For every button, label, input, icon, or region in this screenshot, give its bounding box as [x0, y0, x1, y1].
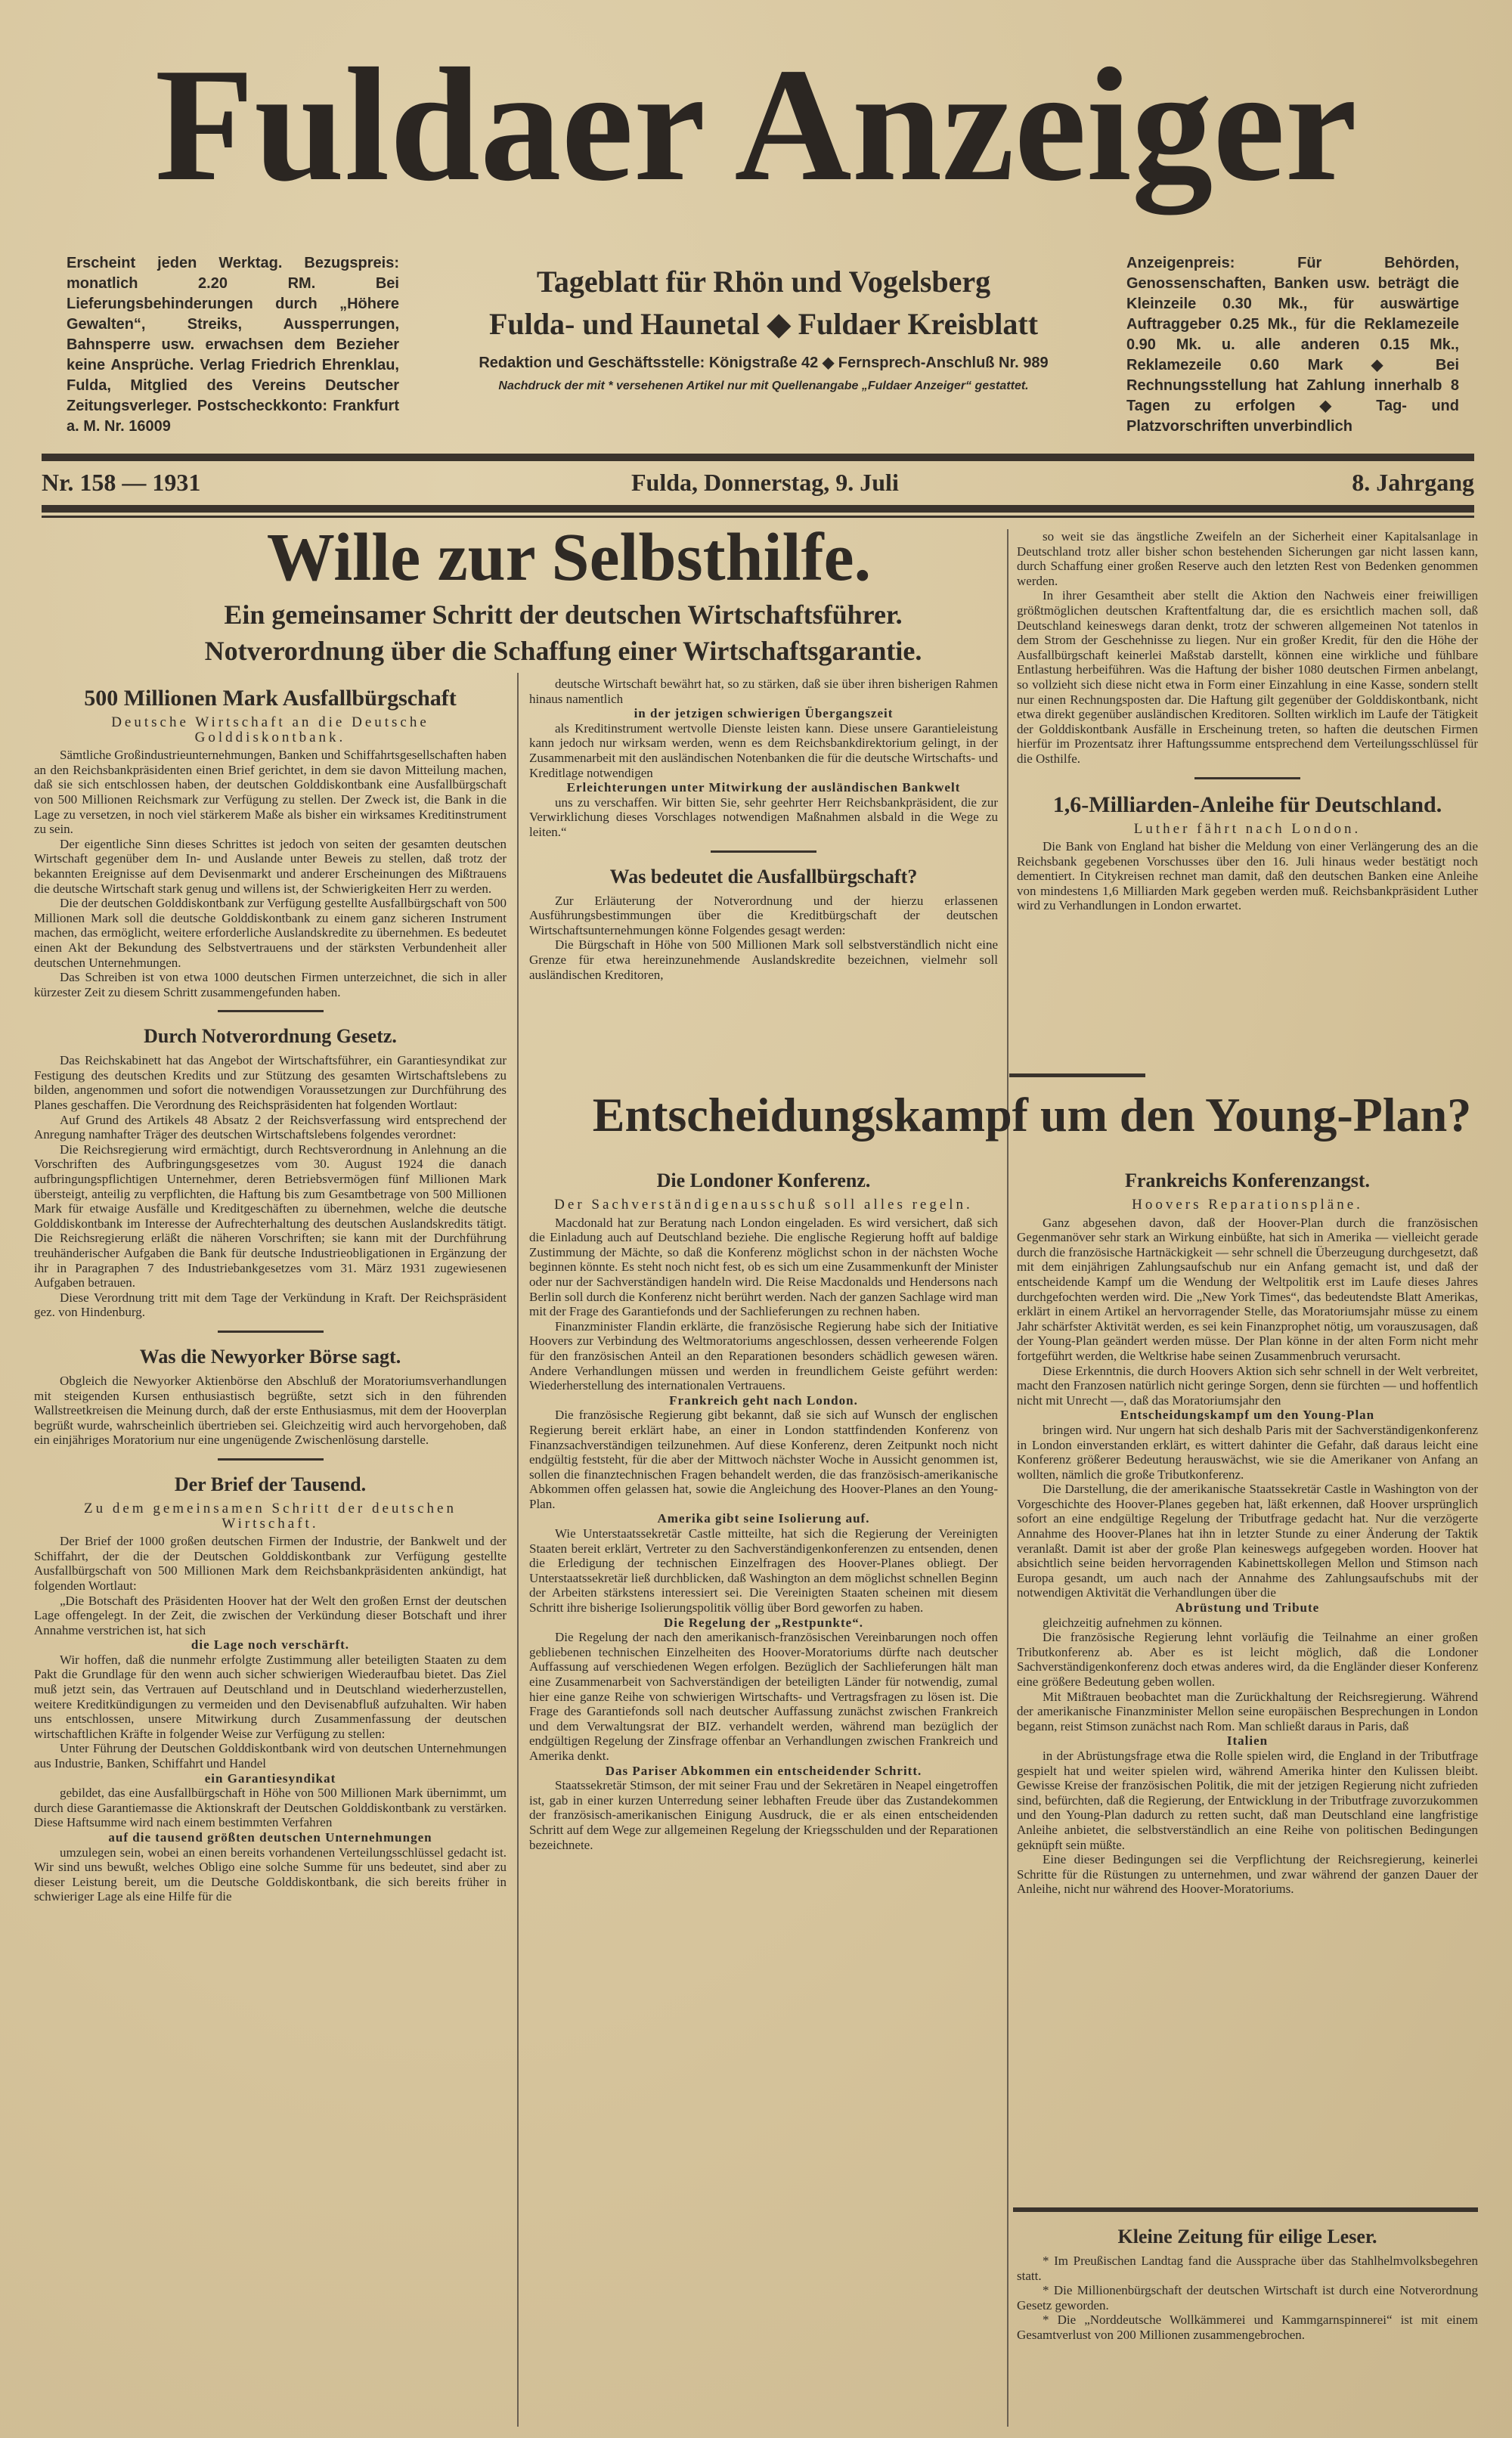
kleine-zeitung-title: Kleine Zeitung für eilige Leser.	[1117, 2226, 1377, 2247]
paragraph: Die Bürgschaft in Höhe von 500 Millionen Mark soll selbstverständlich nicht eine Grenze für etwa hereinzunehmende Auslandskredite bezeichnen, vielmehr soll ausländischen Kreditoren,	[529, 937, 998, 982]
paragraph: Die französische Regierung gibt bekannt, daß sie sich auf Wunsch der englischen Regierung bereit erklärt habe, an einer in London stattfindenden Konferenz von Finanzsachverständigen teilzunehmen. Auf diese Konferenz, deren Zeitpunkt noch nicht endgültig feststeht, für die aber der Mittwoch nächster Woche in Aussicht genommen ist, sollen die finanztechnischen Fragen behandelt werden, die das französisch-amerikanische Abkommen offen gelassen hat, sowie die Angleichung des Hoover-Planes an den Young-Plan.	[529, 1408, 998, 1511]
left-column	[34, 673, 507, 1904]
column-rule	[517, 673, 519, 2427]
header-center	[431, 261, 1096, 393]
paragraph: „Die Botschaft des Präsidenten Hoover hat der Welt den großen Ernst der deutschen Lage offengelegt. In der Zeit, die zwischen der Verkündung dieser Botschaft und ihrer Annahme verstrichen ist, hat sich	[34, 1593, 507, 1637]
paragraph: Auf Grund des Artikels 48 Absatz 2 der Reichsverfassung wird entsprechend der Anregung namhafter Träger des deutschen Wirtschaftslebens folgendes verordnet:	[34, 1112, 507, 1142]
paragraph: in der Abrüstungsfrage etwa die Rolle spielen wird, die England in der Tributfrage gespielt hat und weiter spielen wird, während Amerika hinter den Kulissen bleibt. Gewisse Kreise der französischen Politik, die mit der jetzigen Regierung nicht zufrieden sind, befürchten, daß die Regierung, der Entwicklung in der Tributfrage zuvorzukommen und den Young-Plan dadurch zu retten sucht, daß man Deutschland eine langfristige Anleihe anbietet, die selbstverständlich an eine Reihe von politischen Bedingungen geknüpft sein müßte.	[1017, 1748, 1478, 1852]
divider	[711, 850, 816, 853]
emphasized-line: auf die tausend größten deutschen Unternehmungen	[108, 1830, 432, 1845]
emphasized-line: ein Garantiesyndikat	[204, 1770, 336, 1786]
paragraph: Der Brief der 1000 großen deutschen Firmen der Industrie, der Bankwelt und der Schiffahrt, der die der Deutschen Golddiskontbank zur Verfügung gestellte Ausfallbürgschaft von 500 Millionen Mark dem Reichsbankpräsidenten ankündigt, hat folgenden Wortlaut:	[34, 1534, 507, 1593]
article-headline: 500 Millionen Mark Ausfallbürgschaft	[84, 686, 457, 711]
paragraph: Wie Unterstaatssekretär Castle mitteilte, hat sich die Regierung der Vereinigten Staaten bereit erklärt, Vertreter zu den Sachverständigenkonferenzen zu entsenden, denen die Erledigung der technischen Einzelfragen des Hoover-Planes obliegt. Der Unterstaatssekretär ließ durchblicken, daß Washington an dem möglichst schnellen Beginn der Arbeiten stärkstens interessiert sei. Die Vereinigten Staaten scheinen mit diesem Schritt ihre bisherige Isolierungspolitik völlig über Bord geworfen zu haben.	[529, 1526, 998, 1616]
masthead	[45, 15, 1467, 242]
tagline-secondary: Fulda- und Haunetal ◆ Fuldaer Kreisblatt	[488, 307, 1039, 341]
paragraph: Finanzminister Flandin erklärte, die französische Regierung habe sich der Initiative Hoovers zur Verbindung des Weltmoratoriums angeschlossen, dessen verheerende Folgen für den französischen Anteil an den Reparationen besonders schädlich gewesen wären. Andere Verhandlungen müssen und werden in freundlichem Geiste geführt werden: Wiederherstellung des internationalen Vertrauens.	[529, 1318, 998, 1393]
divider	[1013, 2207, 1478, 2212]
article-headline: Was bedeutet die Ausfallbürgschaft?	[609, 865, 918, 888]
emphasized-line: Entscheidungskampf um den Young-Plan	[1120, 1408, 1375, 1423]
article-subheadline: Zu dem gemeinsamen Schritt der deutschen Wirtschaft.	[84, 1500, 457, 1532]
article-headline: 1,6-Milliarden-Anleihe für Deutschland.	[1052, 791, 1442, 817]
paragraph: Der eigentliche Sinn dieses Schrittes ist jedoch von seiten der gesamten deutschen Wirtschaft gegenüber dem In- und Auslande unter Beweis zu stellen, daß trotz der bekannten Ereignisse auf dem Devisenmarkt und anderer Erscheinungen des Mißtrauens die deutsche Wirtschaft stark genug und willens ist, der Schwierigkeiten Herr zu werden.	[34, 836, 507, 896]
advertising-rates: Anzeigenpreis: Für Behörden, Genossenschaften, Banken usw. beträgt die Kleinzeile 0.30 Mk., für auswärtige Auftraggeber 0.25 Mk., für die Reklamezeile 0.90 Mk. u. alle anderen 0.15 Mk., Reklamezeile 0.60 Mark ◆ Bei Rechnungsstellung hat Zahlung innerhalb 8 Tagen zu erfolgen ◆ Tag- und Platzvorschriften unverbindlich	[1126, 255, 1459, 435]
paragraph: Macdonald hat zur Beratung nach London eingeladen. Es wird versichert, daß sich die Einladung auch auf Deutschland beziehe. Die englische Regierung hofft auf baldige Zustimmung der Mächte, so daß die Konferenz möglichst schon in der nächsten Woche beginnen könnte. Es steht noch nicht fest, ob es sich um eine Zusammenkunft der Minister oder nur der Sachverständigen handeln wird. Die Reise Macdonalds und Hendersons nach Berlin soll durch die Konferenz nicht berührt werden. Nach der ganzen Sachlage wird man mit der Frage des Garantiefonds und der Sachlieferungen zu rechnen haben.	[529, 1215, 998, 1319]
paragraph: Die Reichsregierung wird ermächtigt, durch Rechtsverordnung in Anlehnung an die Vorschriften des Aufbringungsgesetzes vom 30. August 1924 die danach aufbringungspflichtigen Unternehmer, deren Betriebsvermögen fünf Millionen Mark übersteigt, anteilig zu verpflichten, die Haftung bis zum Gesamtbetrage von 500 Millionen Mark für etwaige Ausfälle und Kreditgeschäften zu übernehmen, welche die deutsche Golddiskontbank im Interesse der Aufrechterhaltung des deutschen Auslandskredits tätigt. Die Reichsregierung erläßt die näheren Vorschriften; sie kann mit der Durchführung treuhänderischer Aufgaben die Bank für deutsche Industrieobligationen in Ergänzung der ihr in Paragraphen 7 des Industriebankgesetzes vom 31. März 1931 zugewiesenen Aufgaben betrauen.	[34, 1142, 507, 1290]
paragraph: Das Reichskabinett hat das Angebot der Wirtschaftsführer, ein Garantiesyndikat zur Festigung des deutschen Kredits und zur Stützung des gesamten Wirtschaftslebens zu bilden, angenommen und sofort die notwendigen Voraussetzungen zur Durchführung des Planes geschaffen. Die Verordnung des Reichspräsidenten hat folgenden Wortlaut:	[34, 1053, 507, 1113]
kleine-zeitung	[1017, 2219, 1478, 2343]
paragraph: Die Regelung der nach den amerikanisch-französischen Vereinbarungen noch offen gebliebenen technischen Einzelheiten des Hoover-Moratoriums dürfte nach deutscher Auffassung auf verschiedenen Wegen erfolgen. Bezüglich der Sachlieferungen hält man eine Zusammenarbeit von Sachverständigen der beteiligten Länder für notwendig, zumal hier eine ganze Reihe von schwierigen Wirtschafts- und Vertragsfragen zu lösen ist. Die Frage des Garantiefonds soll nach deutscher Auffassung zunächst zwischen Frankreich und dem Verwaltungsrat der BIZ. verhandelt werden, während man bezüglich der endgültigen Regelung der Zinsfrage offenbar an Verhandlungen zwischen Frankreich und Amerika denkt.	[529, 1630, 998, 1763]
young-plan-headline-text: Entscheidungskampf um den Young-Plan?	[592, 1088, 1472, 1142]
paragraph: Eine dieser Bedingungen sei die Verpflichtung der Reichsregierung, keinerlei Schritte für die Rüstungen zu unternehmen, und zwar während der ganzen Dauer der Anleihe, nicht nur während des Hoover-Moratoriums.	[1017, 1852, 1478, 1897]
issue-number: Nr. 158 — 1931	[42, 469, 201, 496]
emphasized-line: Erleichterungen unter Mitwirkung der ausländischen Bankwelt	[566, 780, 961, 795]
divider	[218, 1331, 324, 1333]
article-subheadline: Der Sachverständigenausschuß soll alles regeln.	[554, 1197, 973, 1213]
paragraph: In ihrer Gesamtheit aber stellt die Aktion den Nachweis einer freiwilligen größtmöglichen deutschen Kraftentfaltung dar, die es ersichtlich machen soll, daß Deutschland keineswegs daran denkt, trotz der schweren allgemeinen Not tatenlos in dem Strom der Geschehnisse zu liegen. Nur ein großer Kredit, für den die Höhe der Ausfallbürgschaft keinerlei Maßstab darstellt, können eine wirkliche und fühlbare Entlastung herbeiführen. Was die Haftung der bisher 1080 deutschen Firmen anbelangt, so vollzieht sich diese nicht etwa in Form einer Einzahlung in eine Kasse, sondern stellt nur einen Rechnungsposten dar. Die Haftung gilt gegenüber der Golddiskontbank, nicht etwa direkt gegenüber ausländischen Kreditoren. Sollten wirklich im Laufe der Tätigkeit der Golddiskontbank Ausfälle in Erscheinung treten, so haften die deutschen Firmen hierfür im Prozentsatz ihrer Haftungssumme entsprechend dem Verteilungsschlüssel für die Osthilfe.	[1017, 588, 1478, 766]
reprint-note: Nachdruck der mit * versehenen Artikel nur mit Quellenangabe „Fuldaer Anzeiger“ gestattet.	[498, 379, 1029, 392]
divider	[42, 505, 1474, 513]
emphasized-line: in der jetzigen schwierigen Übergangszeit	[634, 706, 894, 721]
paragraph: bringen wird. Nur ungern hat sich deshalb Paris mit der Sachverständigenkonferenz in London einverstanden erklärt, es wittert dahinter die Gefahr, daß daraus leicht eine Konferenz größerer Bedeutung herauswächst, wie sie die Amerikaner von Anfang an wollten, nämlich die große Tributkonferenz.	[1017, 1422, 1478, 1482]
young-plan-headline	[582, 1081, 1482, 1149]
right-column-bottom	[1017, 1157, 1478, 1897]
tagline: Tageblatt für Rhön und Vogelsberg	[536, 265, 991, 299]
emphasized-line: Abrüstung und Tribute	[1175, 1600, 1320, 1616]
middle-column-top	[529, 677, 998, 982]
article-headline: Was die Newyorker Börse sagt.	[139, 1345, 401, 1368]
paragraph: Die Darstellung, die der amerikanische Staatssekretär Castle in Washington von der Vorgeschichte des Hoover-Planes gegeben hat, läßt erkennen, daß Hoover ursprünglich sofort an eine endgültige Regelung der Tributfrage gedacht hat. Nur die verzögerte Annahme des Hoover-Planes hat ihn in letzter Stunde zu einer Änderung der Taktik veranlaßt. Damit ist aber der große Plan keineswegs aufgegeben worden. Hoover hat absichtlich seine beiden hervorragenden Kabinettskollegen Mellon und Stimson nach Europa gesandt, um auch nach der Annahme des Zahlungsaufschubs mit der notwendigen Aktivität die Verhandlungen über die	[1017, 1482, 1478, 1600]
divider	[218, 1458, 324, 1461]
paragraph: als Kreditinstrument wertvolle Dienste leisten kann. Diese unsere Garantieleistung kann jedoch nur wirksam werden, wenn es dem Reichsbankdirektorium gelingt, in der Zusammenarbeit mit den ausländischen Notenbanken die für die deutsche Wirtschafts- und Kreditlage notwendigen	[529, 720, 998, 780]
divider	[1194, 777, 1300, 779]
paragraph: Diese Erkenntnis, die durch Hoovers Aktion sich sehr schnell in der Welt verbreitet, macht den Franzosen natürlich nicht geringe Sorgen, denn sie fürchten — und hoffentlich nicht mit Unrecht —, daß das Moratoriumsjahr den	[1017, 1363, 1478, 1408]
editorial-address: Redaktion und Geschäftsstelle: Königstraße 42 ◆ Fernsprech-Anschluß Nr. 989	[479, 355, 1049, 371]
news-item: * Die Millionenbürgschaft der deutschen Wirtschaft ist durch eine Notverordnung Gesetz geworden.	[1017, 2283, 1478, 2313]
lead-subheadline: Ein gemeinsamer Schritt der deutschen Wirtschaftsführer.	[224, 599, 903, 630]
paragraph: Mit Mißtrauen beobachtet man die Zurückhaltung der Reichsregierung. Während der amerikanische Finanzminister Mellon seine europäischen Besprechungen in London begann, reist Stimson zunächst nach Rom. Man schließt daraus in Paris, daß	[1017, 1689, 1478, 1733]
paragraph: Diese Verordnung tritt mit dem Tage der Verkündung in Kraft. Der Reichspräsident gez. von Hindenburg.	[34, 1290, 507, 1320]
emphasized-line: Amerika gibt seine Isolierung auf.	[657, 1511, 870, 1526]
article-headline: Durch Notverordnung Gesetz.	[144, 1025, 397, 1048]
article-headline: Die Londoner Konferenz.	[656, 1169, 871, 1191]
place-date: Fulda, Donnerstag, 9. Juli	[631, 469, 899, 496]
paragraph: Zur Erläuterung der Notverordnung und der hierzu erlassenen Ausführungsbestimmungen über die Kreditbürgschaft der deutschen Wirtschaftsunternehmungen könne Folgendes gesagt werden:	[529, 893, 998, 937]
middle-column-bottom	[529, 1157, 998, 1852]
emphasized-line: die Lage noch verschärft.	[191, 1637, 350, 1653]
article-headline: Frankreichs Konferenzangst.	[1124, 1169, 1371, 1191]
subscription-info: Erscheint jeden Werktag. Bezugspreis: monatlich 2.20 RM. Bei Lieferungsbehinderungen durch „Höhere Gewalten“, Streiks, Aussperrungen, Bahnsperre usw. erwachsen dem Bezieher keine Ansprüche. Verlag Friedrich Ehrenklau, Fulda, Mitglied des Vereins Deutscher Zeitungsverleger. Postscheckkonto: Frankfurt a. M. Nr. 16009	[67, 255, 399, 435]
paragraph: so weit sie das ängstliche Zweifeln an der Sicherheit einer Kapitalsanlage in Deutschland trotz aller bisher schon bestehenden Sicherungen gar nicht lassen kann, durch Schaffung einer großen Reserve auch den letzten Rest von Bedenken genommen werden.	[1017, 529, 1478, 588]
paragraph: uns zu verschaffen. Wir bitten Sie, sehr geehrter Herr Reichsbankpräsident, die zur Verwirklichung dieses Vorschlages notwendigen Maßnahmen alsbald in die Wege zu leiten.“	[529, 795, 998, 839]
paragraph: Die Bank von England hat bisher die Meldung von einer Verlängerung des an die Reichsbank gegebenen Vorschusses über den 16. Juli hinaus weder bestätigt noch dementiert. In Citykreisen rechnet man damit, daß den deutschen Banken eine Anleihe von mindestens 1,6 Milliarden Mark gegeben werden muß. Reichsbankpräsident Luther wird zu Verhandlungen in London erwartet.	[1017, 839, 1478, 913]
divider	[42, 516, 1474, 518]
paragraph: Wir hoffen, daß die nunmehr erfolgte Zustimmung aller beteiligten Staaten zu dem Pakt die Grundlage für den wenn auch sicher schwierigen Wiederaufbau bietet. Das Ziel muß jetzt sein, das Vertrauen auf Deutschland und in Deutschland wiederherzustellen, weitere Kreditkündigungen zu vermeiden und den Devisenabfluß aufzuhalten. Wir haben uns entschlossen, unsere Mitwirkung durch Zusammenfassung der deutschen wirtschaftlichen Kräfte in folgender Weise zur Verfügung zu stellen:	[34, 1652, 507, 1741]
divider	[1009, 1073, 1145, 1077]
paragraph: Das Schreiben ist von etwa 1000 deutschen Firmen unterzeichnet, die sich in aller kürzester Zeit zu diesem Schritt zusammengefunden haben.	[34, 970, 507, 999]
paragraph: umzulegen sein, wobei an einen bereits vorhandenen Verteilungsschlüssel gedacht ist. Wir sind uns bewußt, welches Obligo eine solche Summe für uns bedeutet, sind aber zu dieser Leistung bereit, um die Deutsche Golddiskontbank, die sich bereits früher in schwieriger Lage als eine Hilfe für die	[34, 1845, 507, 1904]
paragraph: Sämtliche Großindustrieunternehmungen, Banken und Schiffahrtsgesellschaften haben an den Reichsbankpräsidenten einen Brief gerichtet, in dem sie davon Mitteilung machen, daß sie sich entschlossen haben, der deutschen Golddiskontbank eine Ausfallbürgschaft von 500 Millionen Reichsmark zur Verfügung zu stellen. Der Zweck ist, die Bank in die Lage zu versetzen, in noch viel stärkerem Maße als bisher ein wirksames Kreditinstrument zu sein.	[34, 748, 507, 837]
paragraph: Die französische Regierung lehnt vorläufig die Teilnahme an einer großen Tributkonferenz ab. Aber es ist leicht möglich, daß die Londoner Sachverständigenkonferenz doch etwas anderes wird, da die Engländer dieser Konferenz eine größere Bedeutung geben wollen.	[1017, 1630, 1478, 1689]
column-rule	[1007, 529, 1009, 2427]
news-item: * Im Preußischen Landtag fand die Aussprache über das Stahlhelmvolksbegehren statt.	[1017, 2254, 1478, 2283]
right-column-top	[1017, 529, 1478, 913]
article-subheadline: Hoovers Reparationspläne.	[1132, 1197, 1363, 1213]
emphasized-line: Frankreich geht nach London.	[669, 1392, 858, 1408]
emphasized-line: Die Regelung der „Restpunkte“.	[664, 1615, 863, 1630]
emphasized-line: Italien	[1226, 1733, 1269, 1749]
paragraph: Ganz abgesehen davon, daß der Hoover-Plan durch die französischen Gegenmanöver sehr stark an Wirkung einbüßte, hat sich in Amerika — vielleicht gerade durch die französische Hartnäckigkeit — sehr schnell die Überzeugung durchgesetzt, daß mit dem einjährigen Zahlungsaufschub nur ein Anfang gemacht ist, und daß der entscheidende Kampf um die Wendung der Weltpolitik erst im Laufe dieses Jahres durchgefochten werden wird. Die „New York Times“, das bedeutendste Blatt Amerikas, erklärt in einem Artikel an hervorragender Stelle, das Moratoriumsjahr müsse zu einem Jahr schärfster Aktivität werden, es sei kein Finanzprophet nötig, um vorauszusagen, daß der Young-Plan geändert werden müsse. Der Plan könne in der alten Form nicht mehr fortgeführt werden, die Weltkrise habe seinen Zusammenbruch verursacht.	[1017, 1215, 1478, 1363]
news-item: * Die „Norddeutsche Wollkämmerei und Kammgarnspinnerei“ ist mit einem Gesamtverlust von 200 Millionen zusammengebrochen.	[1017, 2313, 1478, 2342]
paragraph: deutsche Wirtschaft bewährt hat, so zu stärken, daß sie über ihren bisherigen Rahmen hinaus namentlich	[529, 677, 998, 706]
article-headline: Der Brief der Tausend.	[174, 1473, 367, 1495]
lead-subheadline-2: Notverordnung über die Schaffung einer Wirtschaftsgarantie.	[204, 636, 922, 666]
emphasized-line: Das Pariser Abkommen ein entscheidender Schritt.	[605, 1763, 922, 1778]
paragraph: gleichzeitig aufnehmen zu können.	[1043, 1615, 1222, 1630]
paragraph: Die der deutschen Golddiskontbank zur Verfügung gestellte Ausfallbürgschaft von 500 Millionen Mark soll die deutsche Golddiskontbank zu einem ganz sicheren Instrument machen, das ermöglicht, weitere erforderliche Auslandskredite zu übernehmen. Es bedeutet einen Akt der Bekundung des Selbstvertrauens und der stärksten Verbundenheit aller deutschen Unternehmungen.	[34, 896, 507, 970]
article-subheadline: Deutsche Wirtschaft an die Deutsche Golddiskontbank.	[111, 714, 429, 745]
dateline	[42, 469, 1474, 502]
article-subheadline: Luther fährt nach London.	[1133, 820, 1362, 837]
divider	[42, 454, 1474, 461]
paragraph: Unter Führung der Deutschen Golddiskontbank wird von deutschen Unternehmungen aus Industrie, Banken, Schiffahrt und Handel	[34, 1741, 507, 1771]
paragraph: gebildet, das eine Ausfallbürgschaft in Höhe von 500 Millionen Mark übernimmt, um durch diese Garantiemasse die Aktionskraft der Deutschen Golddiskontbank zu verstärken. Diese Haftsumme wird nach einem bestimmten Verfahren	[34, 1786, 507, 1830]
newspaper-title: Fuldaer Anzeiger	[154, 34, 1358, 215]
lead-headline: Wille zur Selbsthilfe.	[266, 520, 872, 595]
divider	[218, 1010, 324, 1012]
paragraph: Staatssekretär Stimson, der mit seiner Frau und der Sekretären in Neapel eingetroffen ist, gab in einer kurzen Unterredung seiner lebhaften Freude über das Zustandekommen der französisch-amerikanischen Einigung Ausdruck, die er als einen entscheidenden Schritt auf dem Wege zur allgemeinen Regelung der Kriegsschulden und der Reparationen bezeichnete.	[529, 1778, 998, 1852]
volume: 8. Jahrgang	[1352, 469, 1474, 496]
paragraph: Obgleich die Newyorker Aktienbörse den Abschluß der Moratoriumsverhandlungen mit steigenden Kursen enthusiastisch begrüßte, setzt sich in den führenden Wallstreetkreisen die Meinung durch, daß der erste Enthusiasmus, mit dem der Hooverplan begrüßt wurde, wahrscheinlich übertrieben sei. Gleichzeitig wird auch hervorgehoben, daß ein einjähriges Moratorium nur eine ungenügende Zwischenlösung darstelle.	[34, 1373, 507, 1448]
